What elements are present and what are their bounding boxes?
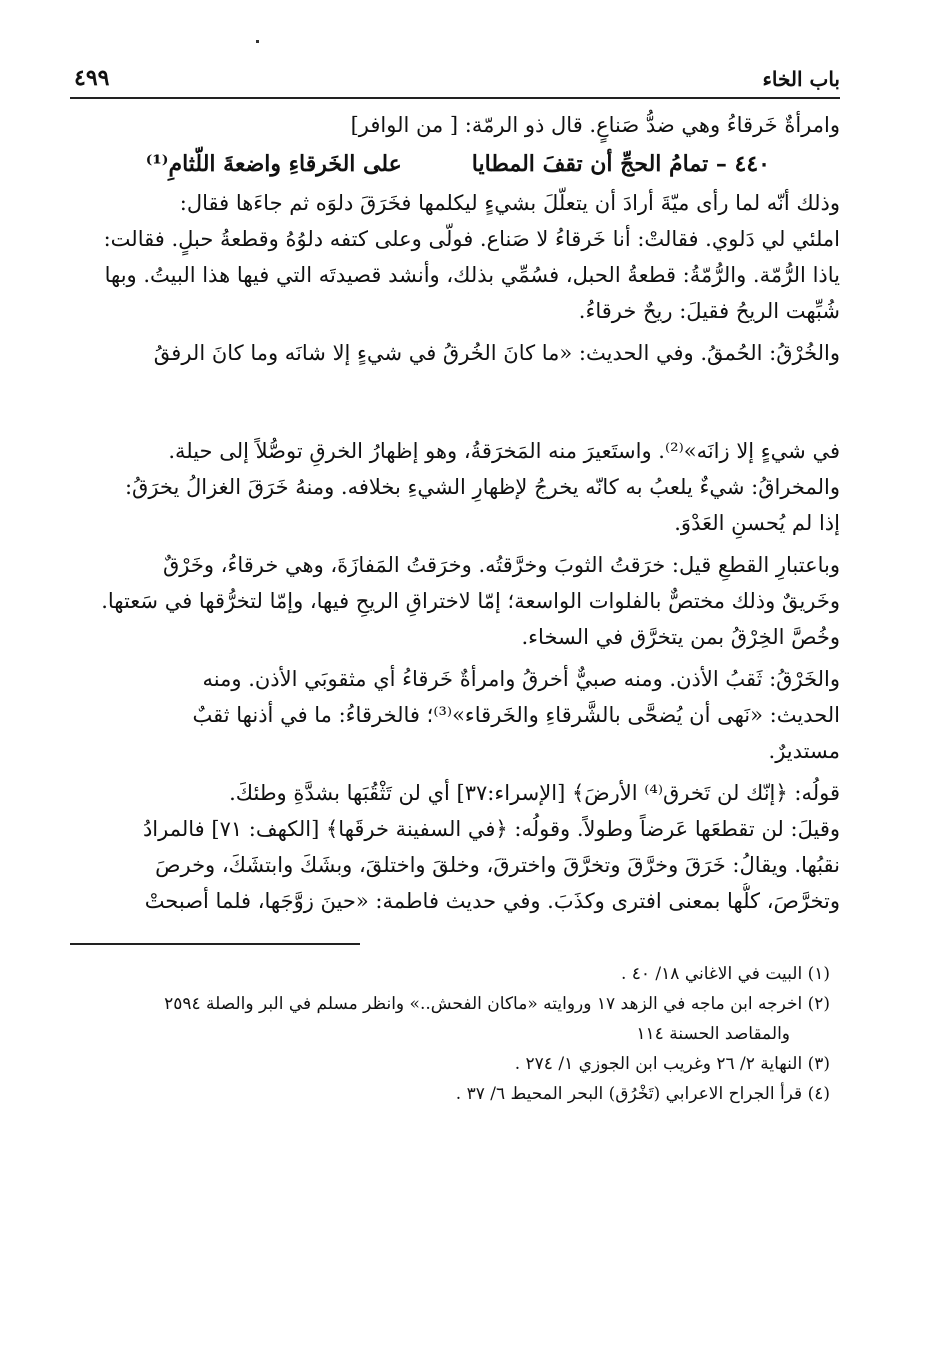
paragraph-3 [70,547,840,655]
footnote-continuation: والمقاصد الحسنة ١١٤ [636,1024,790,1044]
verse-first-hemistich: ٤٤٠ – تمامُ الحجِّ أن تقفَ المطايا [471,151,770,177]
paragraph-4 [70,661,840,769]
poetry-verse [70,143,840,185]
document-page [70,55,840,1109]
footnote-separator-wrap [70,919,840,959]
scan-speck [256,40,259,43]
footnote-separator [70,943,360,945]
page-header [70,55,840,99]
paragraph-line: والمخراقُ: شيءٌ يلعبُ به كانّه يخرجُ لإظهارِ الشيءِ بخلافه. ومنهُ خَرَقَ الغزالُ يخرَقُ: [124,475,840,499]
paragraph-line: نقبُها. ويقالُ: خَرَقَ وخرَّقَ وتخرَّقَ واخترقَ، وخلقَ واختلقَ، وبشَكَ وابتشَكَ، وخرصَ [155,853,840,877]
footnote: (٣) النهاية ٢/ ٢٦ وغريب ابن الجوزي ١/ ٢٧٤ . [514,1054,830,1074]
footnote: (١) البيت في الاغاني ١٨/ ٤٠ . [620,964,830,984]
paragraph-line: إذا لم يُحسنِ العَدْوَ. [674,511,840,535]
footnote: (٢) اخرجه ابن ماجه في الزهد ١٧ وروايته «ماكان الفحش..» وانظر مسلم في البر والصلة ٢٥٩٤ [164,994,830,1014]
paragraph-line: مستديرٌ. [768,739,840,763]
intro-line: وامرأةٌ خَرقاءُ وهي ضدُّ صَناعٍ. قال ذو الرمّة: [ من الوافر] [350,113,840,137]
paragraph-line: وتخرَّصَ، كلُّها بمعنى افترى وكذَبَ. وفي حديث فاطمة: «حينَ زوَّجَها، فلما أصبحتْ [144,889,840,913]
paragraph-line: في شيءٍ إلا زانَه»⁽²⁾. واستَعيرَ منه المَخرَقةُ، وهو إظهارُ الخرقِ توصُّلاً إلى حيلة. [168,439,840,463]
footnotes [70,959,840,1109]
paragraph-line: وخُصَّ الخِرْقُ بمن يتخرَّق في السخاء. [521,625,840,649]
paragraph-2-continued [70,433,840,541]
paragraph-5 [70,775,840,919]
paragraph-line: والخَرْقُ: ثَقبُ الأذن. ومنه صبيٌّ أخرقُ وامرأةٌ خَرقاءُ أي مثقوبَي الأذن. ومنه [202,667,840,691]
chapter-title: باب الخاء [762,67,840,91]
footnote: (٤) قرأ الجراح الاعرابي (تَخْرُق) البحر المحيط ٦/ ٣٧ . [455,1084,830,1104]
paragraph-line: شُبِّهت الريحُ فقيلَ: ريحٌ خرقاءُ. [578,299,840,323]
paragraph-line: الحديث: «نَهى أن يُضحَّى بالشَّرقاءِ والخَرقاء»⁽³⁾؛ فالخرقاءُ: ما في أذنها ثقبٌ [192,703,840,727]
page-number: ٤٩٩ [74,65,110,91]
paragraph-2-first-line: والخُرْقُ: الحُمقُ. وفي الحديث: «ما كانَ الخُرقُ في شيءٍ إلا شانَه وما كانَ الرفقُ [153,341,840,365]
paragraph-line: وخَريقٌ وذلك مختصٌّ بالفلوات الواسعة؛ إمّا لاختراقِ الريحِ فيها، وإمّا لتخرُّقها في سَعتها. [101,589,840,613]
paragraph-line: وذلك أنّه لما رأى ميّةَ أرادَ أن يتعلّلَ بشيءٍ ليكلمها فخَرَقَ دلوَه ثم جاءَها فقال: [179,191,840,215]
paragraph-line: وباعتبارِ القطعِ قيل: خرَقتُ الثوبَ وخرَّقتُه. وخرَقتُ المَفازَةَ، وهي خرقاءُ، وخَرْقٌ [163,553,840,577]
paragraph-line: املئي لي دَلوي. فقالتْ: أنا خَرقاءُ لا صَناع. فولّى وعلى كتفه دلوُهُ وقطعةُ حبلٍ. فقالت: [103,227,840,251]
verse-second-hemistich: على الخَرقاءِ واضعةَ اللّثامِ⁽¹⁾ [145,151,402,177]
paragraph-line: وقيلَ: لن تقطعَها عَرضاً وطولاً. وقولُه: ﴿في السفينة خرقَها﴾ [الكهف: ٧١] فالمرادُ [142,817,840,841]
paragraph-line: قولُه: ﴿إنّك لن تَخرق⁽⁴⁾ الأرضَ﴾ [الإسراء:٣٧] أي لن تَثْقُبَها بشدَّةِ وطئكَ. [229,781,840,805]
paragraph-line: ياذا الرُّمّة. والرُّمّةُ: قطعةُ الحبل، فسُمِّي بذلك، وأنشد قصيدتَه التي فيها هذا البيتُ. وبها [104,263,840,287]
paragraph-1 [70,185,840,329]
blank-gap [70,371,840,433]
